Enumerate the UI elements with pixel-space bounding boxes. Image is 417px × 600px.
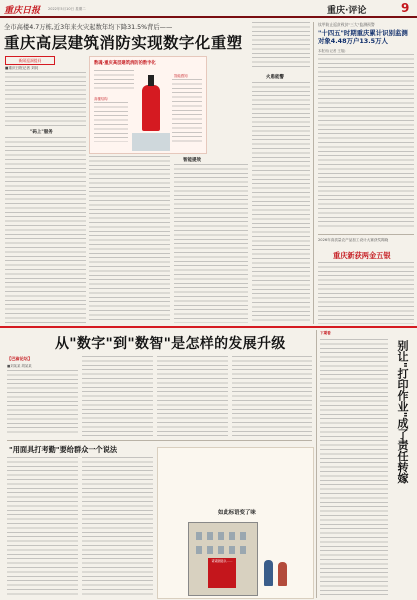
right-mid-kicker: 2026年高质量农产品加工设计大赛获奖揭晓 xyxy=(318,238,389,242)
lead-infographic xyxy=(89,56,207,154)
extinguisher-nozzle-icon xyxy=(148,75,154,86)
right-mid-headline: 重庆新获两金五银 xyxy=(333,251,391,260)
lead-subhead-2: 智能提效 xyxy=(183,158,201,163)
sub-article-title: "用面具打考勤"要给群众一个说法 xyxy=(9,445,118,454)
bottom-body-col3 xyxy=(157,356,228,436)
building-window-row-2 xyxy=(196,546,248,554)
lead-subhead-3: 火患能警 xyxy=(266,75,284,80)
bottom-column-tag: 【巴渝论坛】 xyxy=(7,356,33,361)
infographic-item-2: 智能感知 xyxy=(174,74,188,78)
section-separator xyxy=(0,326,417,328)
infographic-item-1: 高楼结构 xyxy=(94,97,108,101)
lead-column-tag-text: 新闻巡洞提问 xyxy=(18,58,42,63)
infographic-title: 数魂·重庆高层建筑消防的数字化 xyxy=(94,61,156,66)
cartoon xyxy=(157,447,314,599)
paper-logo: 重庆日报 xyxy=(4,6,41,16)
person-figure-left xyxy=(264,560,273,586)
lead-body-col4-text-2 xyxy=(252,82,310,323)
banner-sign-text: 紧紧跟随以…… xyxy=(211,559,233,563)
bottom-body-col1 xyxy=(7,370,78,436)
infographic-text xyxy=(94,70,134,90)
right-top-tag: 钛甲防止返贫致贫"三大"监测预警 xyxy=(318,22,375,27)
infographic-text-2 xyxy=(94,102,128,142)
banner-sign xyxy=(208,558,236,588)
lead-body-col4-text xyxy=(252,22,310,70)
cartoon-caption: 如此标语变了味 xyxy=(218,510,256,516)
right-mid-body xyxy=(318,262,414,324)
extinguisher-icon xyxy=(142,85,160,131)
bottom-body-col4 xyxy=(232,356,312,436)
lead-body-col2-text xyxy=(89,156,170,323)
lead-body-col3-text xyxy=(174,164,248,323)
bottom-headline: 从"数字"到"数智"是怎样的发展升级 xyxy=(55,336,286,352)
lead-headline: 重庆高层建筑消防实现数字化重塑 xyxy=(4,34,243,52)
building-icon xyxy=(132,133,170,151)
sub-article-body-col1 xyxy=(7,457,78,597)
lead-column-tag xyxy=(5,56,55,65)
masthead xyxy=(0,0,417,18)
bottom-body-col2 xyxy=(82,356,153,436)
right-column-title: 别让"打印作业"成了责任转嫁 xyxy=(396,340,409,484)
right-column-tag: 下期看 xyxy=(320,331,331,335)
infographic-text-3 xyxy=(172,79,202,143)
date-line: 2022年5月10日 星期二 xyxy=(48,7,86,11)
lead-body-col1-text-2 xyxy=(5,137,86,323)
right-column-divider xyxy=(316,330,317,598)
right-top-headline: "十四五"时期重庆累计识别监测对象4.48万户13.5万人 xyxy=(318,29,408,45)
lead-kicker: 全市高楼4.7万栋,近3年来火灾起数年均下降31.5%背后—— xyxy=(4,24,173,31)
masthead-rule xyxy=(0,16,417,18)
sub-article-rule xyxy=(7,440,312,441)
lead-subhead-1: "码上"服务 xyxy=(30,130,53,135)
right-top-byline: 本报讯(记者 王翔) xyxy=(318,49,346,53)
lead-body-col1-text xyxy=(5,72,86,126)
building-window-row-1 xyxy=(196,532,248,540)
edition-number: 9 xyxy=(401,1,410,15)
sub-article-body-col2 xyxy=(82,457,153,597)
bottom-byline: ■刘某某 胡某某 xyxy=(7,364,32,368)
right-top-body xyxy=(318,54,414,230)
person-figure-right xyxy=(278,562,287,586)
section-title: 重庆·评论 xyxy=(327,6,367,16)
column-divider xyxy=(313,22,314,324)
lead-byline: ■重庆日报记者 刘钊 xyxy=(5,66,39,70)
right-divider xyxy=(318,234,414,235)
right-column-body xyxy=(320,339,388,597)
